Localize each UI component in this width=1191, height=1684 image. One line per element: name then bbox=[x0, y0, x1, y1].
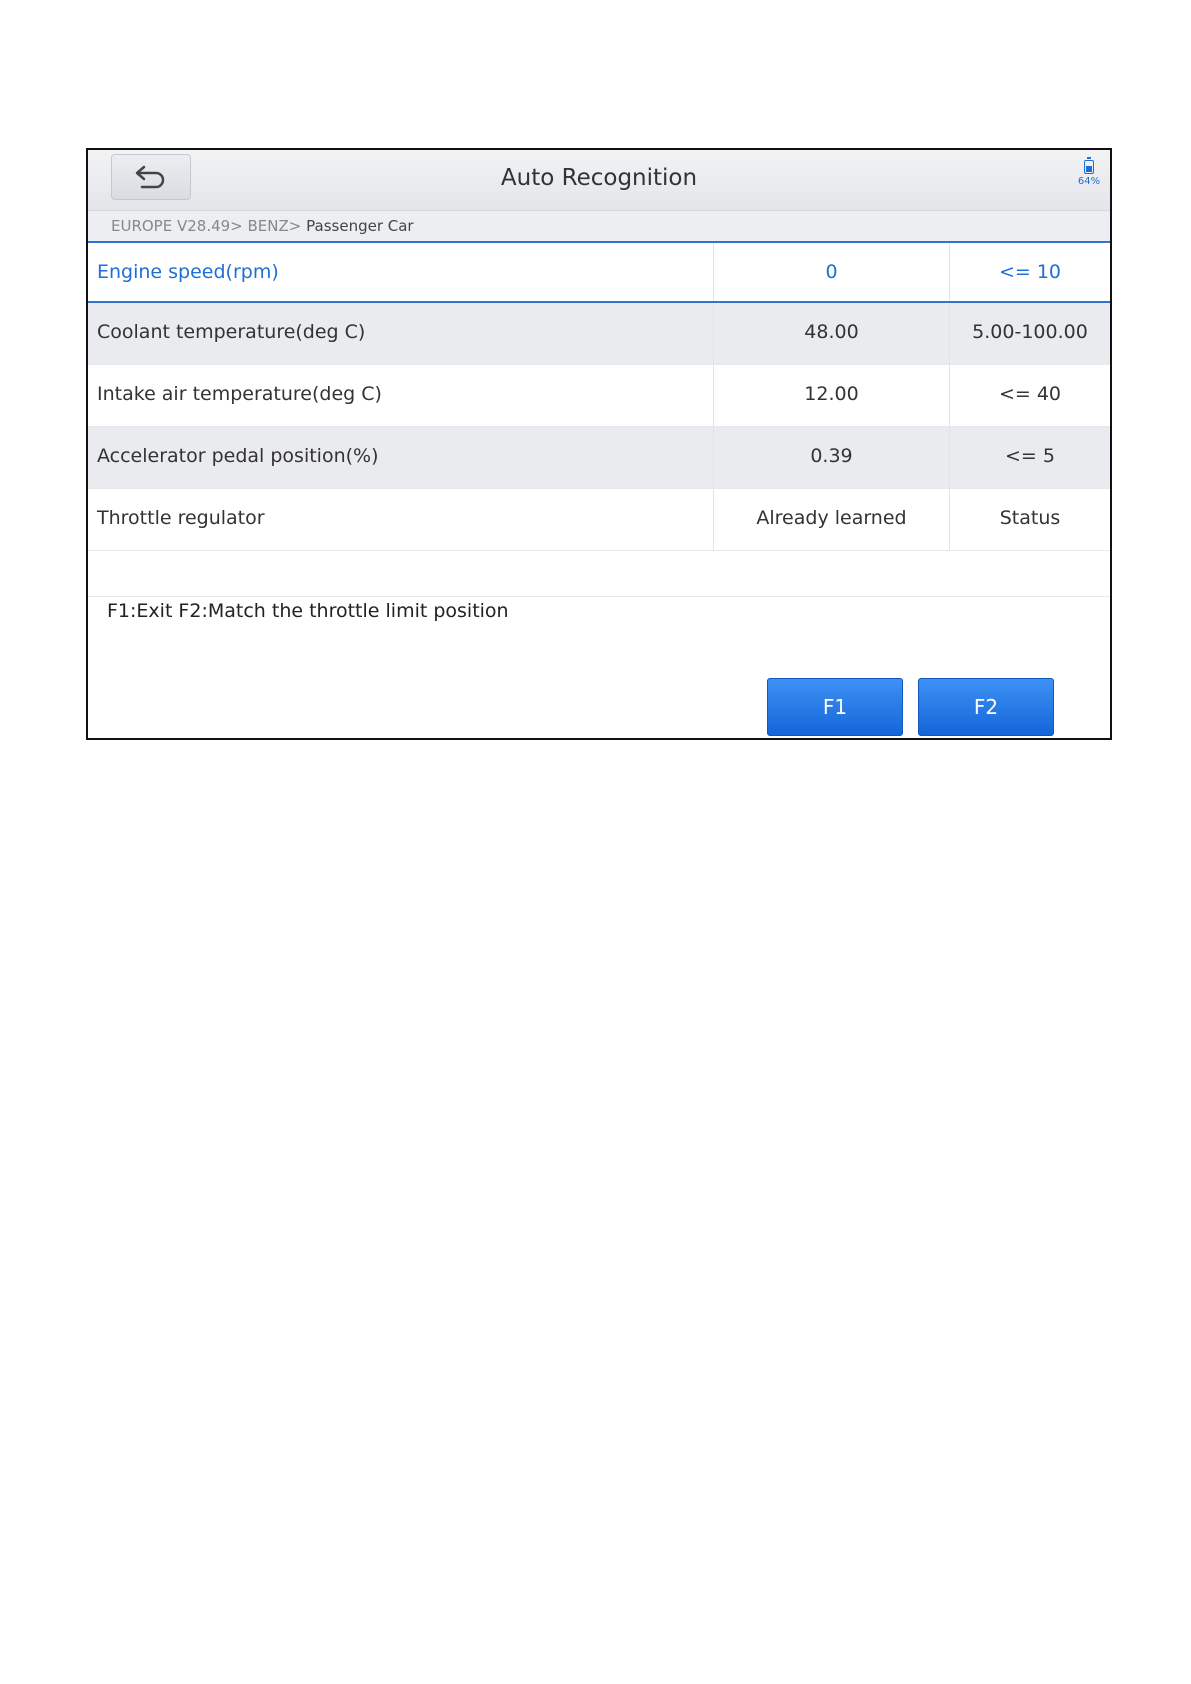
data-stream-table bbox=[88, 241, 1110, 597]
parameter-name: Coolant temperature(deg C) bbox=[88, 303, 714, 364]
parameter-value: 0 bbox=[714, 243, 950, 301]
parameter-name: Throttle regulator bbox=[88, 489, 714, 550]
diagnostic-screen bbox=[86, 148, 1112, 740]
breadcrumb bbox=[88, 211, 1110, 241]
breadcrumb-path: EUROPE V28.49> BENZ> bbox=[111, 217, 302, 235]
title-bar bbox=[88, 150, 1110, 211]
parameter-value: Already learned bbox=[714, 489, 950, 550]
empty-row bbox=[88, 551, 1110, 597]
page-title: Auto Recognition bbox=[500, 165, 698, 191]
parameter-range: <= 5 bbox=[1005, 445, 1055, 467]
f1-button[interactable]: F1 bbox=[767, 678, 903, 736]
table-row[interactable] bbox=[88, 303, 1110, 365]
table-row[interactable] bbox=[88, 365, 1110, 427]
parameter-name: Engine speed(rpm) bbox=[88, 243, 714, 301]
parameter-value: 0.39 bbox=[714, 427, 950, 488]
table-row[interactable] bbox=[88, 427, 1110, 489]
table-row[interactable] bbox=[88, 489, 1110, 551]
parameter-name: Intake air temperature(deg C) bbox=[88, 365, 714, 426]
parameter-range: <= 40 bbox=[998, 383, 1062, 405]
parameter-value: 12.00 bbox=[714, 365, 950, 426]
parameter-range: 5.00-100.00 bbox=[972, 321, 1088, 343]
parameter-value: 48.00 bbox=[714, 303, 950, 364]
battery-icon bbox=[1084, 160, 1094, 174]
parameter-range: Status bbox=[999, 507, 1061, 529]
help-text: F1:Exit F2:Match the throttle limit position bbox=[107, 600, 509, 622]
parameter-name: Accelerator pedal position(%) bbox=[88, 427, 714, 488]
breadcrumb-current: Passenger Car bbox=[306, 217, 414, 235]
parameter-range: <= 10 bbox=[998, 261, 1062, 283]
battery-indicator bbox=[1074, 160, 1104, 187]
table-row[interactable] bbox=[88, 241, 1110, 303]
f2-button[interactable]: F2 bbox=[918, 678, 1054, 736]
battery-percentage: 64% bbox=[1077, 176, 1101, 187]
